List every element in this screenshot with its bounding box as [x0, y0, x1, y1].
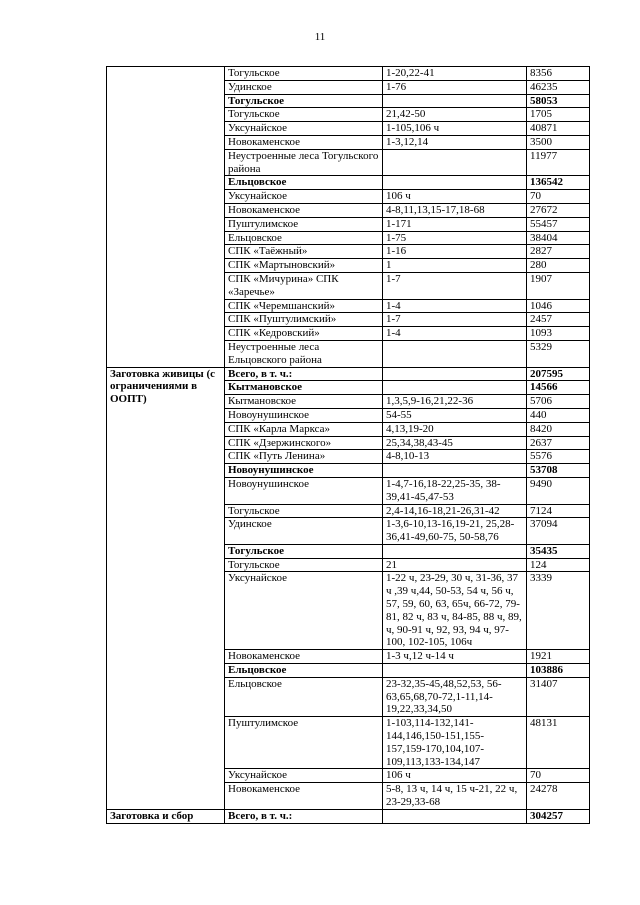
quarters-cell — [383, 340, 527, 367]
region-cell: Уксунайское — [225, 572, 383, 650]
quarters-cell: 4,13,19-20 — [383, 422, 527, 436]
area-cell: 1921 — [527, 650, 590, 664]
region-cell: Тогульское — [225, 558, 383, 572]
quarters-cell — [383, 94, 527, 108]
region-cell: Пуштулимское — [225, 217, 383, 231]
quarters-cell — [383, 544, 527, 558]
region-cell: Новоунушинское — [225, 477, 383, 504]
activity-cell-empty — [107, 67, 225, 368]
region-cell: Новокаменское — [225, 135, 383, 149]
quarters-cell: 1,3,5,9-16,21,22-36 — [383, 395, 527, 409]
area-cell: 46235 — [527, 80, 590, 94]
area-cell: 11977 — [527, 149, 590, 176]
area-cell: 440 — [527, 408, 590, 422]
quarters-cell: 106 ч — [383, 769, 527, 783]
region-cell: Кытмановское — [225, 395, 383, 409]
area-cell: 14566 — [527, 381, 590, 395]
activity-cell: Заготовка и сбор — [107, 809, 225, 823]
area-cell: 9490 — [527, 477, 590, 504]
region-cell: СПК «Таёжный» — [225, 245, 383, 259]
area-cell: 5576 — [527, 450, 590, 464]
quarters-cell: 1-22 ч, 23-29, 30 ч, 31-36, 37 ч ,39 ч,44, 50-53, 54 ч, 56 ч, 57, 59, 60, 63, 65ч, 66-72, 79-81, 82 ч, 83 ч, 84-85, 88 ч, 89, ч, 90-91 ч, 92, 93, 94 ч, 97-100, 102-105, 106ч — [383, 572, 527, 650]
area-cell: 53708 — [527, 464, 590, 478]
region-cell: СПК «Карла Маркса» — [225, 422, 383, 436]
region-cell: СПК «Черемшанский» — [225, 299, 383, 313]
area-cell: 136542 — [527, 176, 590, 190]
quarters-cell: 1-103,114-132,141-144,146,150-151,155-157,159-170,104,107-109,113,133-134,147 — [383, 717, 527, 769]
area-cell: 58053 — [527, 94, 590, 108]
region-cell: Новокаменское — [225, 783, 383, 810]
area-cell: 2637 — [527, 436, 590, 450]
area-cell: 207595 — [527, 367, 590, 381]
area-cell: 124 — [527, 558, 590, 572]
quarters-cell: 1-4,7-16,18-22,25-35, 38-39,41-45,47-53 — [383, 477, 527, 504]
area-cell: 1705 — [527, 108, 590, 122]
quarters-cell: 1-76 — [383, 80, 527, 94]
quarters-cell: 1-20,22-41 — [383, 67, 527, 81]
area-cell: 5706 — [527, 395, 590, 409]
region-cell: Уксунайское — [225, 190, 383, 204]
region-cell: Тогульское — [225, 94, 383, 108]
forest-use-table — [106, 66, 590, 824]
area-cell: 55457 — [527, 217, 590, 231]
area-cell: 1907 — [527, 272, 590, 299]
quarters-cell — [383, 367, 527, 381]
quarters-cell — [383, 176, 527, 190]
area-cell: 37094 — [527, 518, 590, 545]
area-cell: 1093 — [527, 327, 590, 341]
quarters-cell: 1-3 ч,12 ч-14 ч — [383, 650, 527, 664]
region-cell: СПК «Кедровский» — [225, 327, 383, 341]
quarters-cell — [383, 149, 527, 176]
area-cell: 3500 — [527, 135, 590, 149]
region-cell: Уксунайское — [225, 122, 383, 136]
quarters-cell: 1-16 — [383, 245, 527, 259]
area-cell: 2827 — [527, 245, 590, 259]
area-cell: 7124 — [527, 504, 590, 518]
quarters-cell: 1-4 — [383, 299, 527, 313]
table-row — [107, 67, 590, 81]
area-cell: 70 — [527, 769, 590, 783]
page-number: 11 — [314, 31, 326, 43]
region-cell: Тогульское — [225, 67, 383, 81]
quarters-cell: 25,34,38,43-45 — [383, 436, 527, 450]
quarters-cell: 2,4-14,16-18,21-26,31-42 — [383, 504, 527, 518]
region-cell: СПК «Путь Ленина» — [225, 450, 383, 464]
region-cell: Новокаменское — [225, 203, 383, 217]
quarters-cell: 21 — [383, 558, 527, 572]
area-cell: 2457 — [527, 313, 590, 327]
area-cell: 103886 — [527, 664, 590, 678]
quarters-cell: 106 ч — [383, 190, 527, 204]
quarters-cell: 1-3,6-10,13-16,19-21, 25,28-36,41-49,60-75, 50-58,76 — [383, 518, 527, 545]
area-cell: 70 — [527, 190, 590, 204]
table-row — [107, 367, 590, 381]
quarters-cell — [383, 664, 527, 678]
region-cell: Неустроенные леса Тогульского района — [225, 149, 383, 176]
area-cell: 3339 — [527, 572, 590, 650]
quarters-cell: 1-4 — [383, 327, 527, 341]
area-cell: 35435 — [527, 544, 590, 558]
region-cell: Удинское — [225, 80, 383, 94]
quarters-cell — [383, 464, 527, 478]
region-cell: Тогульское — [225, 504, 383, 518]
area-cell: 40871 — [527, 122, 590, 136]
table-row — [107, 809, 590, 823]
quarters-cell: 21,42-50 — [383, 108, 527, 122]
quarters-cell: 1-7 — [383, 272, 527, 299]
area-cell: 24278 — [527, 783, 590, 810]
region-cell: СПК «Дзержинского» — [225, 436, 383, 450]
quarters-cell: 5-8, 13 ч, 14 ч, 15 ч-21, 22 ч, 23-29,33-68 — [383, 783, 527, 810]
area-cell: 48131 — [527, 717, 590, 769]
area-cell: 27672 — [527, 203, 590, 217]
region-cell: Удинское — [225, 518, 383, 545]
area-cell: 1046 — [527, 299, 590, 313]
region-cell: Ельцовское — [225, 677, 383, 716]
quarters-cell: 54-55 — [383, 408, 527, 422]
region-cell: Всего, в т. ч.: — [225, 809, 383, 823]
quarters-cell: 23-32,35-45,48,52,53, 56-63,65,68,70-72,1-11,14-19,22,33,34,50 — [383, 677, 527, 716]
quarters-cell: 1-75 — [383, 231, 527, 245]
region-cell: Новоунушинское — [225, 408, 383, 422]
region-cell: СПК «Мартыновский» — [225, 259, 383, 273]
region-cell: Ельцовское — [225, 231, 383, 245]
area-cell: 38404 — [527, 231, 590, 245]
region-cell: Новоунушинское — [225, 464, 383, 478]
region-cell: Новокаменское — [225, 650, 383, 664]
region-cell: Всего, в т. ч.: — [225, 367, 383, 381]
area-cell: 8356 — [527, 67, 590, 81]
region-cell: Пуштулимское — [225, 717, 383, 769]
area-cell: 8420 — [527, 422, 590, 436]
region-cell: Тогульское — [225, 108, 383, 122]
area-cell: 280 — [527, 259, 590, 273]
quarters-cell: 1-171 — [383, 217, 527, 231]
region-cell: Тогульское — [225, 544, 383, 558]
region-cell: Ельцовское — [225, 176, 383, 190]
quarters-cell: 4-8,10-13 — [383, 450, 527, 464]
quarters-cell: 1-105,106 ч — [383, 122, 527, 136]
region-cell: Уксунайское — [225, 769, 383, 783]
region-cell: СПК «Пуштулимский» — [225, 313, 383, 327]
area-cell: 31407 — [527, 677, 590, 716]
quarters-cell: 4-8,11,13,15-17,18-68 — [383, 203, 527, 217]
region-cell: Кытмановское — [225, 381, 383, 395]
activity-cell: Заготовка живицы (с ограничениями в ООПТ) — [107, 367, 225, 809]
table-body — [107, 67, 590, 824]
quarters-cell: 1 — [383, 259, 527, 273]
region-cell: Ельцовское — [225, 664, 383, 678]
quarters-cell — [383, 809, 527, 823]
region-cell: Неустроенные леса Ельцовского района — [225, 340, 383, 367]
quarters-cell — [383, 381, 527, 395]
area-cell: 304257 — [527, 809, 590, 823]
area-cell: 5329 — [527, 340, 590, 367]
region-cell: СПК «Мичурина» СПК «Заречье» — [225, 272, 383, 299]
quarters-cell: 1-7 — [383, 313, 527, 327]
quarters-cell: 1-3,12,14 — [383, 135, 527, 149]
